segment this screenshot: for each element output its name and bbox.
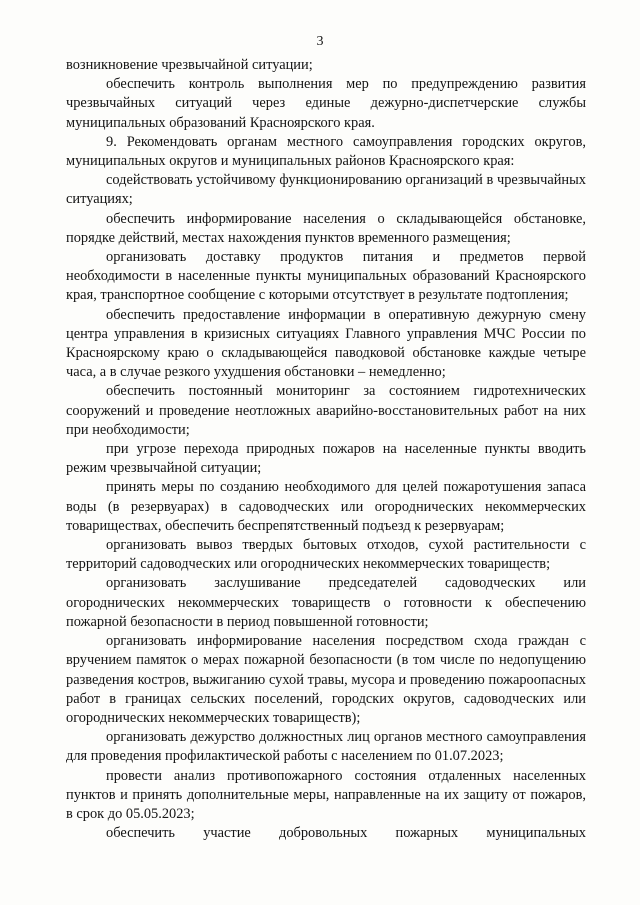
paragraph: обеспечить участие добровольных пожарных муниципальных xyxy=(106,825,586,842)
paragraph: обеспечить постоянный мониторинг за состоянием гидротехнических сооружений и проведение неотложных аварийно-восстановительных работ на них при необходимости; xyxy=(66,383,586,438)
paragraph: организовать вывоз твердых бытовых отходов, сухой растительности с территорий садоводческих или огороднических некоммерческих товариществ; xyxy=(66,537,586,573)
page-number: 3 xyxy=(316,34,324,49)
paragraph: обеспечить информирование населения о складывающейся обстановке, порядке действий, местах нахождения пунктов временного размещения; xyxy=(66,210,586,246)
paragraph: организовать заслушивание председателей садоводческих или огороднических некоммерческих товариществ о готовности к обеспечению пожарной безопасности в период повышенной готовности; xyxy=(66,575,586,630)
paragraph: принять меры по созданию необходимого для целей пожаротушения запаса воды (в резервуарах) в садоводческих или огороднических некоммерческих товариществах, обеспечить беспрепятственный подъезд к резервуарам; xyxy=(66,479,586,534)
paragraph: содействовать устойчивому функционированию организаций в чрезвычайных ситуациях; xyxy=(66,172,586,208)
paragraph: организовать информирование населения посредством схода граждан с вручением памяток о мерах пожарной безопасности (в том числе по недопущению разведения костров, выжиганию сухой травы, мусора и проведению пожароопасных работ в границах сельских поселений, городских округов, садоводческих или огороднических некоммерческих товариществ); xyxy=(66,633,586,726)
paragraph: 9. Рекомендовать органам местного самоуправления городских округов, муниципальных округов и муниципальных районов Красноярского края: xyxy=(66,133,586,170)
paragraph: возникновение чрезвычайной ситуации; xyxy=(66,57,313,73)
paragraph: провести анализ противопожарного состояния отдаленных населенных пунктов и принять дополнительные меры, направленные на их защиту от пожаров, в срок до 05.05.2023; xyxy=(66,767,586,822)
paragraph: организовать дежурство должностных лиц органов местного самоуправления для проведения профилактической работы с населением по 01.07.2023; xyxy=(66,729,586,765)
paragraph: организовать доставку продуктов питания и предметов первой необходимости в населенные пункты муниципальных образований Красноярского края, транспортное сообщение с которыми отсутствует в результате подтопления; xyxy=(66,249,586,304)
paragraph: обеспечить предоставление информации в оперативную дежурную смену центра управления в кризисных ситуациях Главного управления МЧС России по Красноярскому краю о складывающейся паводковой обстановке каждые четыре часа, а в случае резкого ухудшения обстановки – немедленно; xyxy=(66,306,586,381)
paragraph: обеспечить контроль выполнения мер по предупреждению развития чрезвычайных ситуаций через единые дежурно-диспетчерские службы муниципальных образований Красноярского края. xyxy=(66,76,586,131)
paragraph: при угрозе перехода природных пожаров на населенные пункты вводить режим чрезвычайной ситуации; xyxy=(66,441,586,477)
document-body xyxy=(66,56,586,843)
